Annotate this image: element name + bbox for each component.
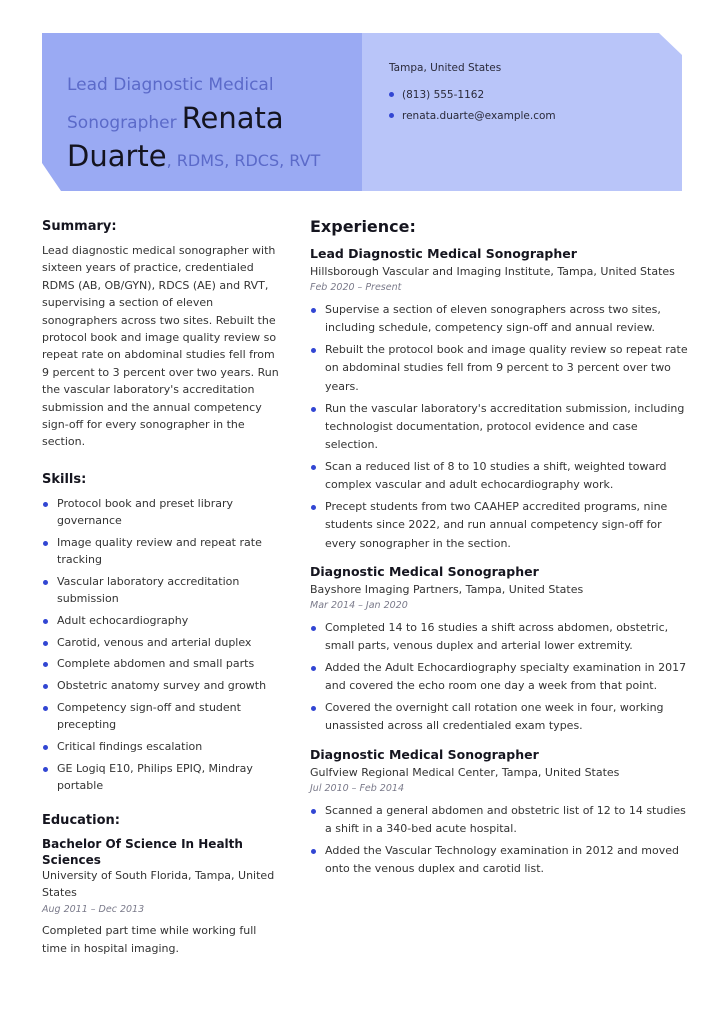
job-dates: Jul 2010 – Feb 2014 — [310, 782, 404, 794]
contact-list — [388, 89, 556, 131]
education-school: University of South Florida, Tampa, United States — [42, 869, 275, 900]
skill-item: Critical findings escalation — [42, 738, 282, 755]
summary-text: Lead diagnostic medical sonographer with sixteen years of practice, credentialed RDMS (AB, OB/GYN), RDCS (AE) and RVT, supervising a section of eleven sonographers across two sites. Rebuilt the protocol book and image quality review so repeat rate on abdominal studies fell from 9 percent to 3 percent over two years. Run the vascular laboratory's accreditation submission and the annual competency sign-off for every sonographer in the section. — [42, 244, 279, 449]
job-bullet: Supervise a section of eleven sonographers across two sites, including schedule, competency sign-off and annual review. — [310, 301, 688, 337]
skills-heading: Skills: — [42, 471, 87, 487]
job-bullet: Added the Adult Echocardiography specialty examination in 2017 and covered the echo room one day a week from that point. — [310, 659, 688, 695]
job-bullets — [310, 301, 688, 553]
skill-item: Protocol book and preset library governance — [42, 495, 282, 529]
skill-item: Obstetric anatomy survey and growth — [42, 677, 282, 694]
job-bullet: Scanned a general abdomen and obstetric list of 12 to 14 studies a shift in a 340-bed acute hospital. — [310, 802, 688, 838]
job-dates: Mar 2014 – Jan 2020 — [310, 599, 408, 611]
job-entry — [310, 245, 688, 553]
skill-item: Carotid, venous and arterial duplex — [42, 634, 282, 651]
skill-item: Complete abdomen and small parts — [42, 655, 282, 672]
name-block — [67, 68, 357, 177]
job-bullet: Precept students from two CAAHEP accredited programs, nine students since 2022, and run annual competency sign-off for every sonographer in the section. — [310, 498, 688, 553]
job-bullet: Scan a reduced list of 8 to 10 studies a shift, weighted toward complex vascular and adult echocardiography work. — [310, 458, 688, 494]
job-bullet: Covered the overnight call rotation one week in four, working unassisted across all credentialed exam types. — [310, 699, 688, 735]
job-bullet: Rebuilt the protocol book and image quality review so repeat rate on abdominal studies fell from 9 percent to 3 percent over two years. — [310, 341, 688, 396]
skill-item: Image quality review and repeat rate tracking — [42, 534, 282, 568]
job-entry — [310, 563, 688, 736]
experience-heading: Experience: — [310, 217, 416, 236]
education-degree: Bachelor Of Science In Health Sciences — [42, 837, 243, 868]
full-name: Renata Duarte — [67, 101, 284, 173]
job-organization: Gulfview Regional Medical Center, Tampa, United States — [310, 765, 620, 779]
job-role: Lead Diagnostic Medical Sonographer — [310, 246, 577, 261]
job-organization: Bayshore Imaging Partners, Tampa, United States — [310, 582, 584, 596]
contact-location: Tampa, United States — [389, 62, 502, 74]
left-column — [42, 219, 282, 958]
education-heading: Education: — [42, 813, 120, 829]
job-bullets — [310, 619, 688, 736]
job-bullet: Added the Vascular Technology examination in 2012 and moved onto the venous duplex and carotid list. — [310, 842, 688, 878]
credentials: , RDMS, RDCS, RVT — [166, 151, 321, 170]
job-entry — [310, 746, 688, 879]
job-dates: Feb 2020 – Present — [310, 282, 402, 293]
contact-email: renata.duarte@example.com — [388, 110, 556, 131]
skill-item: Competency sign-off and student precepting — [42, 699, 282, 733]
job-bullet: Run the vascular laboratory's accreditation submission, including technologist documentation, protocol evidence and case selection. — [310, 400, 688, 455]
right-column — [310, 217, 688, 888]
skill-item: Adult echocardiography — [42, 612, 282, 629]
summary-heading: Summary: — [42, 219, 117, 234]
skill-item: Vascular laboratory accreditation submission — [42, 573, 282, 607]
job-bullet: Completed 14 to 16 studies a shift across abdomen, obstetric, small parts, venous duplex and arterial lower extremity. — [310, 619, 688, 655]
skill-item: GE Logiq E10, Philips EPIQ, Mindray portable — [42, 760, 282, 794]
contact-phone: (813) 555-1162 — [388, 89, 556, 110]
job-role: Diagnostic Medical Sonographer — [310, 563, 539, 579]
skills-list — [42, 495, 282, 794]
job-organization: Hillsborough Vascular and Imaging Institute, Tampa, United States — [310, 265, 675, 278]
job-bullets — [310, 802, 688, 879]
education-note: Completed part time while working full time in hospital imaging. — [42, 923, 257, 955]
job-role: Diagnostic Medical Sonographer — [310, 746, 539, 762]
job-title: Lead Diagnostic Medical Sonographer — [67, 75, 274, 133]
education-dates: Aug 2011 – Dec 2013 — [42, 903, 145, 915]
